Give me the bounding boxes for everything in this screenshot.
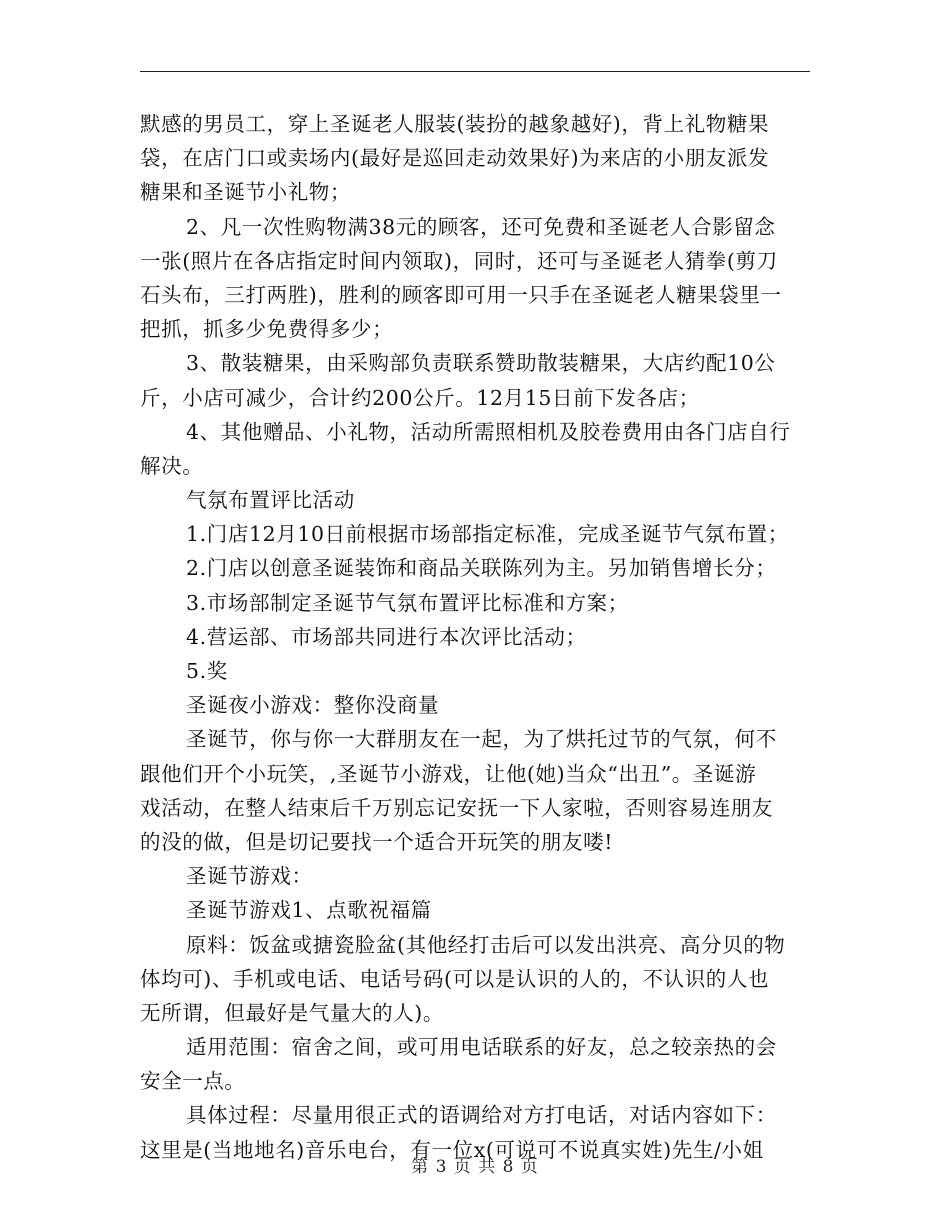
text-line: 5.奖 [186, 659, 228, 683]
text-line: 安全一点。 [140, 1069, 246, 1094]
text-line: 无所谓，但最好是气量大的人)。 [140, 1000, 444, 1025]
text-line: 3、散装糖果，由采购部负责联系赞助散装糖果，大店约配10公 [186, 351, 776, 376]
text-line: 戏活动，在整人结束后千万别忘记安抚一下人家啦，否则容易连朋友 [140, 795, 773, 820]
text-line: 跟他们开个小玩笑，,圣诞节小游戏，让他(她)当众“出丑”。圣诞游 [140, 761, 757, 786]
document-body [140, 107, 810, 1167]
section-heading: 圣诞节游戏： [186, 864, 313, 889]
page-number: 第 3 页 共 8 页 [411, 1157, 539, 1177]
text-line: 这里是(当地地名)音乐电台，有一位x(可说可不说真实姓)先生/小姐 [140, 1137, 764, 1162]
text-line: 2.门店以创意圣诞装饰和商品关联陈列为主。另加销售增长分； [186, 556, 777, 581]
text-line: 糖果和圣诞节小礼物； [140, 180, 351, 205]
text-line: 适用范围：宿舍之间，或可用电话联系的好友，总之较亲热的会 [186, 1035, 777, 1060]
text-line: 4、其他赠品、小礼物，活动所需照相机及胶卷费用由各门店自行 [186, 419, 791, 444]
text-line: 的没的做，但是切记要找一个适合开玩笑的朋友喽! [140, 829, 614, 854]
text-line: 斤，小店可减少，合计约200公斤。12月15日前下发各店； [140, 385, 700, 410]
section-heading: 圣诞节游戏1、点歌祝福篇 [186, 898, 432, 923]
section-heading: 气氛布置评比活动 [186, 488, 355, 513]
text-line: 一张(照片在各店指定时间内领取)，同时，还可与圣诞老人猜拳(剪刀 [140, 248, 778, 273]
text-line: 2、凡一次性购物满38元的顾客，还可免费和圣诞老人合影留念 [186, 214, 776, 239]
text-line: 圣诞节，你与你一大群朋友在一起，为了烘托过节的气氛，何不 [186, 727, 777, 752]
text-line: 原料：饭盆或搪瓷脸盆(其他经打击后可以发出洪亮、高分贝的物 [186, 932, 786, 957]
section-heading: 圣诞夜小游戏：整你没商量 [186, 693, 440, 718]
text-line: 默感的男员工，穿上圣诞老人服装(装扮的越象越好)，背上礼物糖果 [140, 112, 770, 136]
text-line: 石头布，三打两胜)，胜利的顾客即可用一只手在圣诞老人糖果袋里一 [140, 282, 782, 307]
text-line: 4.营运部、市场部共同进行本次评比活动； [186, 624, 587, 649]
text-line: 体均可)、手机或电话、电话号码(可以是认识的人的，不认识的人也 [140, 966, 770, 991]
text-line: 3.市场部制定圣诞节气氛布置评比标准和方案； [186, 590, 629, 615]
text-line: 把抓，抓多少免费得多少； [140, 317, 394, 342]
text-line: 具体过程：尽量用很正式的语调给对方打电话，对话内容如下： [186, 1103, 777, 1128]
text-line: 1.门店12月10日前根据市场部指定标准，完成圣诞节气氛布置； [186, 522, 789, 547]
text-line: 解决。 [140, 453, 204, 478]
text-line: 袋，在店门口或卖场内(最好是巡回走动效果好)为来店的小朋友派发 [140, 146, 770, 171]
header-rule [140, 71, 810, 72]
